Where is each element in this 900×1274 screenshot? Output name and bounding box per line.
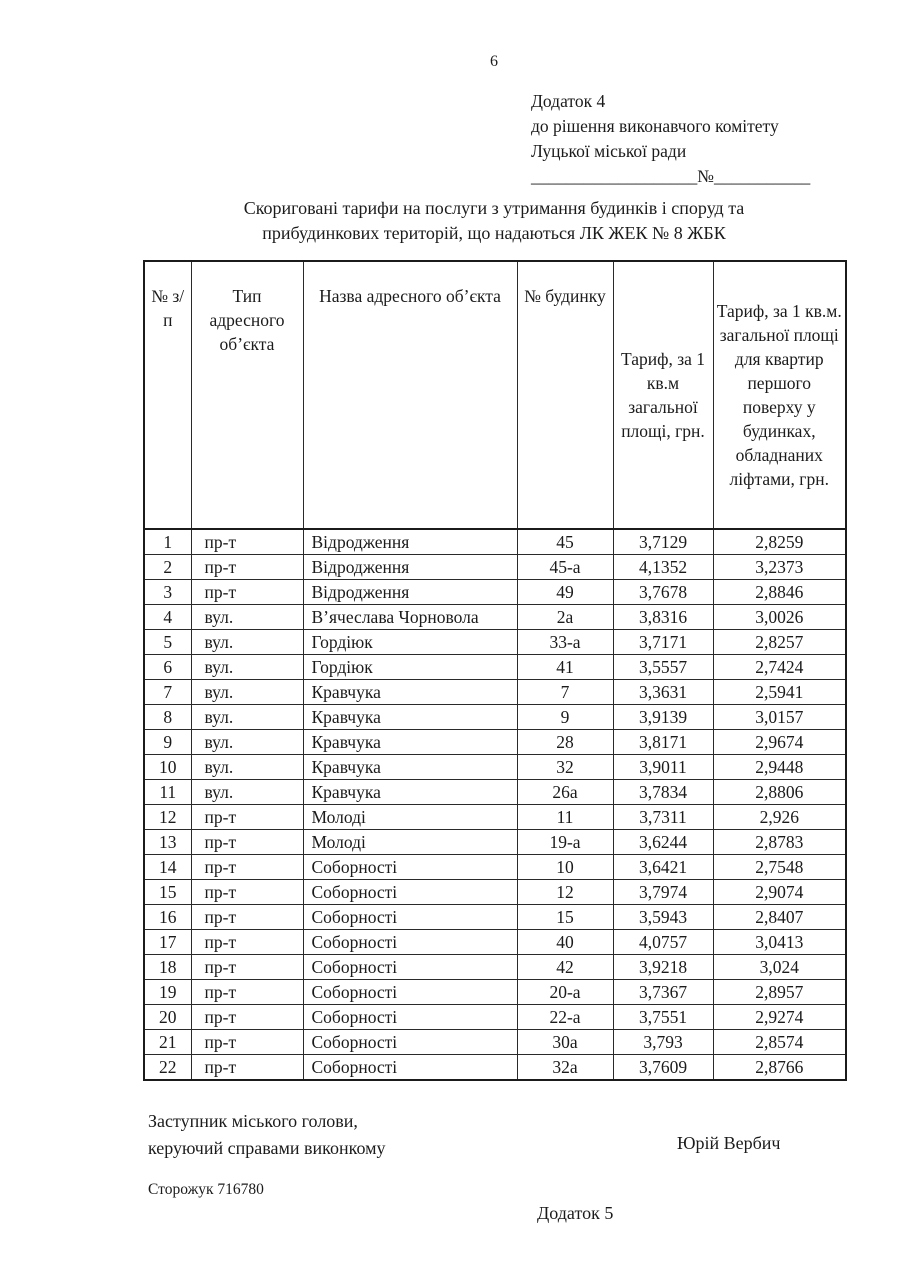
tariff-table xyxy=(143,260,847,1081)
table-row xyxy=(144,955,846,980)
table-cell: Кравчука xyxy=(303,780,517,805)
table-cell: пр-т xyxy=(191,855,303,880)
table-cell: 8 xyxy=(144,705,191,730)
tariff-table-header xyxy=(144,261,846,529)
table-cell: 3,7129 xyxy=(613,529,713,555)
header-cell-tariff-first-floor-lift: Тариф, за 1 кв.м. загальної площі для квартир першого поверху у будинках, обладнаних ліфтами, грн. xyxy=(713,261,846,529)
table-cell: вул. xyxy=(191,755,303,780)
table-row xyxy=(144,655,846,680)
table-row xyxy=(144,855,846,880)
table-row xyxy=(144,605,846,630)
table-cell: 2,9274 xyxy=(713,1005,846,1030)
table-cell: вул. xyxy=(191,655,303,680)
header-cell-address-type: Тип адресного об’єкта xyxy=(191,261,303,529)
table-cell: 1 xyxy=(144,529,191,555)
document-title xyxy=(120,196,868,246)
table-cell: 3,7551 xyxy=(613,1005,713,1030)
table-cell: 3,7609 xyxy=(613,1055,713,1081)
table-row xyxy=(144,905,846,930)
table-cell: 42 xyxy=(517,955,613,980)
table-cell: пр-т xyxy=(191,1055,303,1081)
table-cell: 3,7311 xyxy=(613,805,713,830)
table-cell: Соборності xyxy=(303,1030,517,1055)
table-cell: 2,5941 xyxy=(713,680,846,705)
table-cell: вул. xyxy=(191,705,303,730)
table-row xyxy=(144,680,846,705)
table-cell: пр-т xyxy=(191,955,303,980)
appendix-line-council: Луцької міської ради xyxy=(531,141,687,161)
table-cell: вул. xyxy=(191,730,303,755)
table-row xyxy=(144,830,846,855)
table-cell: 12 xyxy=(517,880,613,905)
table-cell: вул. xyxy=(191,605,303,630)
table-cell: Відродження xyxy=(303,529,517,555)
table-cell: Соборності xyxy=(303,1005,517,1030)
table-cell: Соборності xyxy=(303,855,517,880)
table-row xyxy=(144,780,846,805)
table-cell: 6 xyxy=(144,655,191,680)
table-cell: пр-т xyxy=(191,580,303,605)
table-cell: Відродження xyxy=(303,555,517,580)
signer-title-line1: Заступник міського голови, xyxy=(148,1111,358,1131)
table-cell: 3,8171 xyxy=(613,730,713,755)
table-cell: 45-а xyxy=(517,555,613,580)
table-cell: 33-а xyxy=(517,630,613,655)
table-cell: пр-т xyxy=(191,529,303,555)
table-cell: 2,9674 xyxy=(713,730,846,755)
table-cell: пр-т xyxy=(191,1005,303,1030)
header-row xyxy=(144,261,846,529)
table-row xyxy=(144,980,846,1005)
table-cell: 14 xyxy=(144,855,191,880)
table-cell: 4,0757 xyxy=(613,930,713,955)
table-cell: 2,8407 xyxy=(713,905,846,930)
table-cell: Кравчука xyxy=(303,705,517,730)
table-cell: 11 xyxy=(517,805,613,830)
table-cell: 41 xyxy=(517,655,613,680)
table-cell: 15 xyxy=(144,880,191,905)
table-cell: 13 xyxy=(144,830,191,855)
table-cell: Гордіюк xyxy=(303,630,517,655)
table-cell: 3,3631 xyxy=(613,680,713,705)
table-cell: 3,8316 xyxy=(613,605,713,630)
table-cell: 40 xyxy=(517,930,613,955)
table-cell: 3,024 xyxy=(713,955,846,980)
table-body xyxy=(144,529,846,1080)
table-cell: вул. xyxy=(191,630,303,655)
table-cell: 10 xyxy=(144,755,191,780)
table-cell: пр-т xyxy=(191,930,303,955)
table-cell: 2,9448 xyxy=(713,755,846,780)
table-cell: 3,7367 xyxy=(613,980,713,1005)
table-cell: 3,9011 xyxy=(613,755,713,780)
table-cell: Гордіюк xyxy=(303,655,517,680)
table-row xyxy=(144,630,846,655)
table-cell: пр-т xyxy=(191,1030,303,1055)
header-cell-tariff: Тариф, за 1 кв.м загальної площі, грн. xyxy=(613,261,713,529)
table-row xyxy=(144,730,846,755)
header-cell-address-name: Назва адресного об’єкта xyxy=(303,261,517,529)
table-cell: 3,793 xyxy=(613,1030,713,1055)
document-title-line2: прибудинкових територій, що надаються ЛК ЖЕК № 8 ЖБК xyxy=(262,223,726,243)
table-cell: 2,926 xyxy=(713,805,846,830)
table-cell: 3,7974 xyxy=(613,880,713,905)
table-cell: пр-т xyxy=(191,555,303,580)
table-cell: 20-а xyxy=(517,980,613,1005)
table-cell: Соборності xyxy=(303,955,517,980)
appendix-header-block xyxy=(531,89,810,189)
table-cell: пр-т xyxy=(191,980,303,1005)
table-cell: 2,7424 xyxy=(713,655,846,680)
table-cell: 2,8846 xyxy=(713,580,846,605)
table-cell: Соборності xyxy=(303,980,517,1005)
table-cell: Соборності xyxy=(303,1055,517,1081)
table-row xyxy=(144,705,846,730)
table-cell: пр-т xyxy=(191,880,303,905)
table-cell: 19 xyxy=(144,980,191,1005)
table-cell: 19-а xyxy=(517,830,613,855)
document-title-line1: Скориговані тарифи на послуги з утримання будинків і споруд та xyxy=(243,198,745,218)
table-cell: 12 xyxy=(144,805,191,830)
table-cell: 2,8957 xyxy=(713,980,846,1005)
table-cell: 3,7834 xyxy=(613,780,713,805)
table-row xyxy=(144,1005,846,1030)
table-cell: 2 xyxy=(144,555,191,580)
table-row xyxy=(144,755,846,780)
table-row xyxy=(144,1055,846,1081)
table-cell: 2,8574 xyxy=(713,1030,846,1055)
page-number: 6 xyxy=(490,53,498,70)
table-cell: 3,0157 xyxy=(713,705,846,730)
table-cell: 2а xyxy=(517,605,613,630)
table-row xyxy=(144,880,846,905)
table-cell: Кравчука xyxy=(303,680,517,705)
table-cell: 2,8257 xyxy=(713,630,846,655)
table-cell: 2,8766 xyxy=(713,1055,846,1081)
table-cell: 5 xyxy=(144,630,191,655)
table-cell: Кравчука xyxy=(303,730,517,755)
header-cell-house-number: № будинку xyxy=(517,261,613,529)
table-cell: 3,9218 xyxy=(613,955,713,980)
table-row xyxy=(144,529,846,555)
next-appendix-label: Додаток 5 xyxy=(537,1203,614,1223)
appendix-title: Додаток 4 xyxy=(531,91,606,111)
table-cell: 3,7171 xyxy=(613,630,713,655)
table-cell: 3,0026 xyxy=(713,605,846,630)
table-cell: 3,6244 xyxy=(613,830,713,855)
table-cell: 2,8783 xyxy=(713,830,846,855)
table-cell: Кравчука xyxy=(303,755,517,780)
table-cell: 26а xyxy=(517,780,613,805)
table-cell: 16 xyxy=(144,905,191,930)
executor-note: Сторожук 716780 xyxy=(148,1181,264,1198)
signer-title-line2: керуючий справами виконкому xyxy=(148,1138,386,1158)
table-cell: 17 xyxy=(144,930,191,955)
table-cell: 2,7548 xyxy=(713,855,846,880)
table-cell: В’ячеслава Чорновола xyxy=(303,605,517,630)
table-cell: 7 xyxy=(144,680,191,705)
table-cell: 45 xyxy=(517,529,613,555)
table-cell: Соборності xyxy=(303,905,517,930)
table-cell: 3,7678 xyxy=(613,580,713,605)
table-row xyxy=(144,930,846,955)
table-cell: 22-а xyxy=(517,1005,613,1030)
table-cell: 4,1352 xyxy=(613,555,713,580)
table-cell: 3,5943 xyxy=(613,905,713,930)
signer-title-block xyxy=(148,1108,386,1162)
table-cell: пр-т xyxy=(191,830,303,855)
table-cell: 32 xyxy=(517,755,613,780)
table-cell: вул. xyxy=(191,680,303,705)
table-cell: 18 xyxy=(144,955,191,980)
table-cell: 28 xyxy=(517,730,613,755)
table-cell: пр-т xyxy=(191,905,303,930)
table-cell: Соборності xyxy=(303,880,517,905)
table-row xyxy=(144,1030,846,1055)
table-cell: 9 xyxy=(144,730,191,755)
signer-name: Юрій Вербич xyxy=(677,1133,781,1153)
table-cell: 3 xyxy=(144,580,191,605)
appendix-line-committee: до рішення виконавчого комітету xyxy=(531,116,779,136)
table-cell: Молоді xyxy=(303,830,517,855)
table-cell: 7 xyxy=(517,680,613,705)
table-cell: 32а xyxy=(517,1055,613,1081)
table-cell: 3,0413 xyxy=(713,930,846,955)
table-cell: 21 xyxy=(144,1030,191,1055)
table-cell: 11 xyxy=(144,780,191,805)
table-cell: Відродження xyxy=(303,580,517,605)
appendix-number-blank-line: ___________________№___________ xyxy=(531,166,811,186)
table-cell: 22 xyxy=(144,1055,191,1081)
table-cell: 30а xyxy=(517,1030,613,1055)
table-row xyxy=(144,555,846,580)
table-cell: 2,8806 xyxy=(713,780,846,805)
table-cell: вул. xyxy=(191,780,303,805)
table-cell: 49 xyxy=(517,580,613,605)
table-cell: Соборності xyxy=(303,930,517,955)
table-row xyxy=(144,580,846,605)
header-cell-number: № з/п xyxy=(144,261,191,529)
table-cell: 2,8259 xyxy=(713,529,846,555)
table-cell: 3,6421 xyxy=(613,855,713,880)
table-row xyxy=(144,805,846,830)
table-cell: 10 xyxy=(517,855,613,880)
table-cell: 15 xyxy=(517,905,613,930)
table-cell: Молоді xyxy=(303,805,517,830)
table-cell: 3,5557 xyxy=(613,655,713,680)
table-cell: 9 xyxy=(517,705,613,730)
table-cell: 2,9074 xyxy=(713,880,846,905)
table-cell: пр-т xyxy=(191,805,303,830)
table-cell: 3,2373 xyxy=(713,555,846,580)
table-cell: 3,9139 xyxy=(613,705,713,730)
table-cell: 20 xyxy=(144,1005,191,1030)
table-cell: 4 xyxy=(144,605,191,630)
